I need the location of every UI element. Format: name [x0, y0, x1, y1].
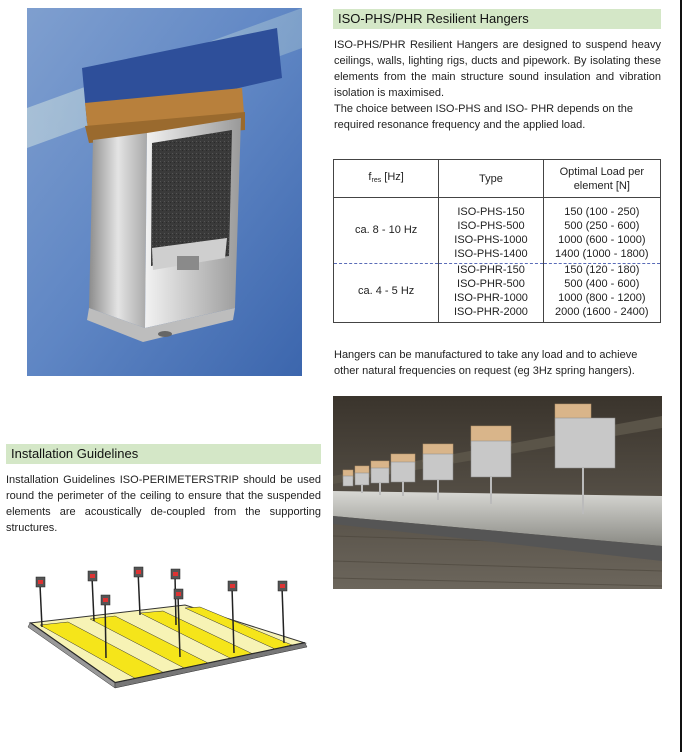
installation-section-title: Installation Guidelines: [6, 444, 321, 464]
load-group-phr: [544, 263, 660, 322]
type-cell: ISO-PHS-150: [457, 206, 525, 218]
load-cell: 1400 (1000 - 1800): [555, 248, 649, 260]
type-group-phr: [439, 263, 542, 322]
table-group-divider: [439, 263, 542, 264]
suspended-ceiling-diagram: [20, 565, 310, 690]
installation-paragraph: Installation Guidelines ISO-PERIMETERSTRIP should be used round the perimeter of the ceiling to ensure that the suspended elements are acoustically de-coupled from the supporting structures.: [6, 474, 321, 534]
frequency-group-phr: ca. 4 - 5 Hz: [358, 284, 415, 297]
load-header: Optimal Load per element [N]: [543, 160, 660, 198]
table-header-row: [334, 160, 661, 198]
load-group-phs: [544, 198, 660, 263]
installed-hangers-photo: [333, 396, 662, 589]
frequency-header: $f_{res}$ [Hz]: [334, 160, 439, 198]
type-header: Type: [439, 160, 543, 198]
load-cell: 1000 (800 - 1200): [558, 292, 646, 304]
type-cell: ISO-PHR-500: [457, 278, 525, 290]
type-cell: ISO-PHS-1400: [454, 248, 528, 260]
type-cell: ISO-PHS-500: [457, 220, 525, 232]
frequency-column: [334, 198, 439, 323]
type-column: [439, 198, 543, 323]
load-cell: 150 (100 - 250): [564, 206, 640, 218]
hanger-closeup-photo: [27, 8, 302, 376]
hanger-spec-table: [333, 159, 661, 323]
load-cell: 2000 (1600 - 2400): [555, 306, 649, 318]
type-cell: ISO-PHR-150: [457, 264, 525, 276]
custom-load-paragraph: Hangers can be manufactured to take any load and to achieve other natural frequencies on request (eg 3Hz spring hangers).: [334, 349, 638, 377]
type-cell: ISO-PHR-2000: [453, 306, 528, 318]
load-cell: 500 (250 - 600): [564, 220, 640, 232]
load-column: [543, 198, 660, 323]
type-cell: ISO-PHS-1000: [454, 234, 528, 246]
type-cell: ISO-PHR-1000: [453, 292, 528, 304]
type-group-phs: [439, 198, 542, 263]
load-cell: 500 (400 - 600): [564, 278, 640, 290]
frequency-group-phs: ca. 8 - 10 Hz: [354, 223, 418, 236]
load-cell: 150 (120 - 180): [564, 264, 640, 276]
hangers-choice-paragraph: The choice between ISO-PHS and ISO- PHR depends on the required resonance frequency and the applied load.: [334, 103, 633, 131]
hangers-intro-paragraph: ISO-PHS/PHR Resilient Hangers are designed to suspend heavy ceilings, walls, lighting rigs, ducts and pipework. By isolating these elements from the main structure sound insulation and vibration isolation is maximised.: [334, 39, 661, 99]
hangers-section-title: ISO-PHS/PHR Resilient Hangers: [333, 9, 661, 29]
table-group-divider: [544, 263, 660, 264]
table-body-row: [334, 198, 661, 323]
table-group-divider: [334, 263, 438, 264]
load-cell: 1000 (600 - 1000): [558, 234, 646, 246]
